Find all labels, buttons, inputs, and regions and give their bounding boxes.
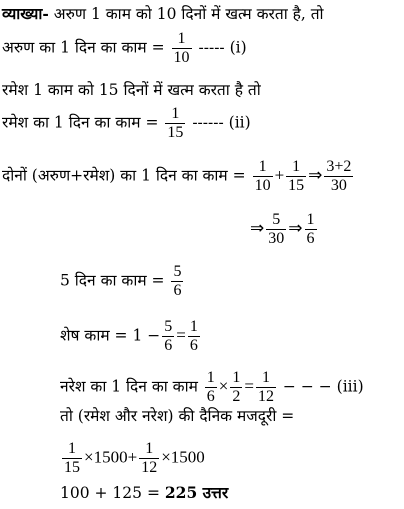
numerator: 3+2 [326,158,352,175]
fraction [139,440,159,477]
line-12-text: 100 + 125 = [60,484,160,502]
fraction [266,211,286,248]
numerator: 1 [172,30,192,49]
line-2-text: अरुण का 1 दिन का काम = [2,38,165,57]
denominator: 10 [254,177,271,194]
numerator: 5 [164,318,173,335]
fraction [162,318,174,355]
line-7-text: 5 दिन का काम = [60,271,165,290]
fraction [188,318,200,355]
fraction [324,158,353,195]
implies-arrow: ⇒ [250,218,265,238]
numerator: 1 [206,369,215,386]
line-11-mid: ×1500+ [84,447,138,467]
line-2 [2,30,247,67]
line-7 [60,263,185,300]
denominator: 10 [173,49,190,66]
line-11 [60,440,205,477]
line-3-text: रमेश 1 काम को 15 दिनों में खत्म करता है तो [2,81,261,99]
line-4 [2,105,251,142]
denominator: 6 [189,337,198,354]
numerator: 1 [189,318,198,335]
numerator: 1 [256,369,276,388]
denominator: 6 [173,282,182,299]
numerator: 1 [253,158,273,177]
fraction [205,369,217,406]
equals-sign: = [244,376,254,396]
line-1-text: अरुण 1 काम को 10 दिनों में खत्म करता है, तो [53,5,324,23]
numerator: 1 [139,440,159,459]
denominator: 12 [141,459,158,476]
denominator: 6 [306,230,315,247]
equals-sign: = [176,325,186,345]
implies-arrow: ⇒ [308,165,323,185]
line-5-text: दोनों (अरुण+रमेश) का 1 दिन का काम = [2,166,246,185]
denominator: 2 [232,388,241,405]
solution-label: व्याख्या- [2,4,49,23]
line-6 [250,211,319,248]
times-sign: × [218,376,229,396]
numerator: 1 [306,211,315,228]
line-9-tag: − − − (iii) [282,377,364,396]
fraction [165,105,185,142]
denominator: 15 [288,177,305,194]
plus-sign: + [274,165,285,185]
line-8-text: शेष काम = 1 − [60,326,161,345]
line-3 [2,80,261,100]
denominator: 30 [330,177,347,194]
numerator: 5 [173,263,182,280]
line-9 [60,369,364,406]
denominator: 30 [268,230,285,247]
numerator: 1 [232,369,241,386]
numerator: 1 [165,105,185,124]
line-1 [2,4,324,24]
fraction [171,263,183,300]
numerator: 5 [266,211,286,230]
fraction [305,211,317,248]
denominator: 6 [164,337,173,354]
line-8 [60,318,202,355]
line-12 [60,483,228,503]
line-10 [60,406,294,426]
denominator: 15 [64,459,80,476]
line-9-text: नरेश का 1 दिन का काम [60,377,198,396]
line-2-tag: ----- (i) [198,38,247,57]
line-4-text: रमेश का 1 दिन का काम = [2,113,159,132]
fraction [62,440,82,477]
fraction [172,30,192,67]
line-11-end: ×1500 [161,447,205,467]
denominator: 12 [257,388,274,405]
line-5 [2,158,355,195]
fraction [286,158,306,195]
fraction [230,369,242,406]
denominator: 6 [206,388,215,405]
final-answer: 225 उत्तर [164,483,229,502]
denominator: 15 [167,124,184,141]
fraction [256,369,276,406]
line-4-tag: ------ (ii) [192,113,251,132]
numerator: 1 [62,440,82,459]
line-10-text: तो (रमेश और नरेश) की दैनिक मजदूरी = [60,407,295,425]
fraction [253,158,273,195]
numerator: 1 [286,158,306,177]
implies-arrow: ⇒ [288,218,303,238]
